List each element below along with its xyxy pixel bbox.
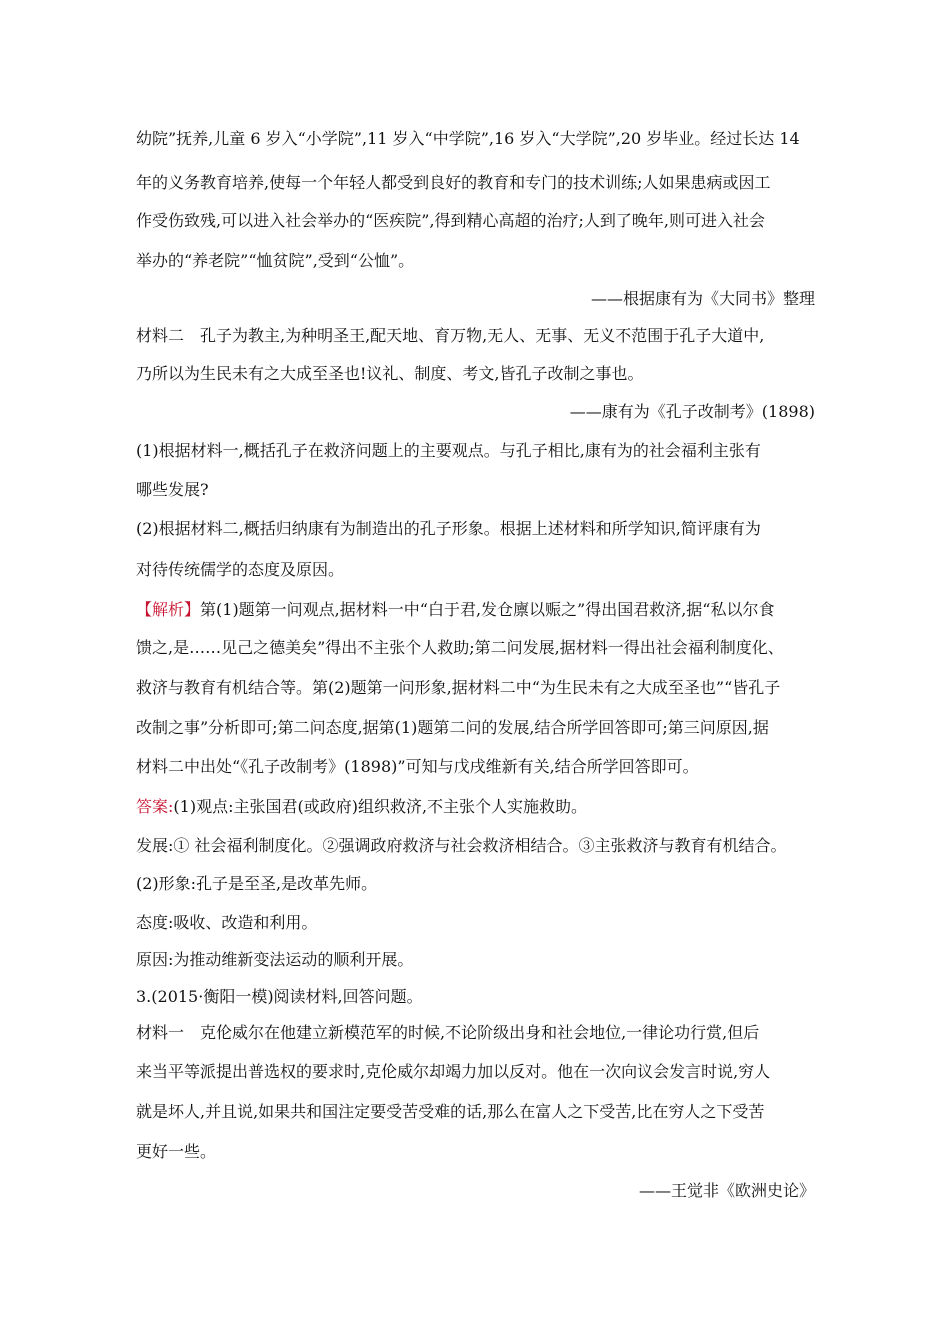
question-2-line: 对待传统儒学的态度及原因。 (136, 560, 345, 579)
question-1-line: 哪些发展? (136, 480, 209, 499)
answer-line: (2)形象:孔子是至圣,是改革先师。 (136, 874, 378, 893)
source-citation-2: ——康有为《孔子改制考》(1898) (569, 402, 815, 421)
answer-line: 态度:吸收、改造和利用。 (136, 913, 318, 932)
q3-material1-line: 来当平等派提出普选权的要求时,克伦威尔却竭力加以反对。他在一次向议会发言时说,穷人 (136, 1062, 771, 1081)
material1-line: 作受伤致残,可以进入社会举办的“医疾院”,得到精心高超的治疗;人到了晚年,则可进入社会 (136, 211, 766, 230)
source-citation-1: ——根据康有为《大同书》整理 (590, 289, 815, 308)
analysis-label: 【解析】 (136, 600, 201, 619)
answer-line: 原因:为推动维新变法运动的顺利开展。 (136, 950, 414, 969)
analysis-line: 馈之,是……见己之德美矣”得出不主张个人救助;第二问发展,据材料一得出社会福利制度化、 (136, 638, 784, 657)
analysis-first-line (136, 600, 816, 620)
material2-line: 乃所以为生民未有之大成至圣也!议礼、制度、考文,皆孔子改制之事也。 (136, 364, 644, 383)
material2-line: 材料二 孔子为教主,为种明圣王,配天地、育万物,无人、无事、无义不范围于孔子大道中, (136, 326, 765, 345)
analysis-line: 改制之事”分析即可;第二问态度,据第(1)题第二问的发展,结合所学回答即可;第三问原因,据 (136, 718, 769, 737)
answer-line: 发展:① 社会福利制度化。②强调政府救济与社会救济相结合。③主张救济与教育有机结合。 (136, 836, 787, 855)
analysis-text: 第(1)题第一问观点,据材料一中“白于君,发仓廪以赈之”得出国君救济,据“私以尔食 (200, 600, 775, 619)
analysis-line: 救济与教育有机结合等。第(2)题第一问形象,据材料二中“为生民未有之大成至圣也”“皆孔子 (136, 678, 781, 697)
question-2-line: (2)根据材料二,概括归纳康有为制造出的孔子形象。根据上述材料和所学知识,简评康有为 (136, 519, 761, 538)
question-1-line: (1)根据材料一,概括孔子在救济问题上的主要观点。与孔子相比,康有为的社会福利主张有 (136, 441, 761, 460)
answer-first-line (136, 797, 816, 817)
question-3-title: 3.(2015·衡阳一模)阅读材料,回答问题。 (136, 987, 423, 1006)
material1-line: 幼院”抚养,儿童 6 岁入“小学院”,11 岁入“中学院”,16 岁入“大学院”,20 岁毕业。经过长达 14 (136, 129, 800, 148)
q3-material1-line: 就是坏人,并且说,如果共和国注定要受苦受难的话,那么在富人之下受苦,比在穷人之下受苦 (136, 1102, 765, 1121)
source-citation-3: ——王觉非《欧洲史论》 (638, 1181, 815, 1200)
material1-line: 年的义务教育培养,使每一个年轻人都受到良好的教育和专门的技术训练;人如果患病或因工 (136, 173, 771, 192)
material1-line: 举办的“养老院”“恤贫院”,受到“公恤”。 (136, 251, 415, 270)
analysis-line: 材料二中出处“《孔子改制考》(1898)”可知与戊戌维新有关,结合所学回答即可。 (136, 757, 699, 776)
q3-material1-line: 材料一 克伦威尔在他建立新模范军的时候,不论阶级出身和社会地位,一律论功行赏,但后 (136, 1023, 760, 1042)
answer-text: (1)观点:主张国君(或政府)组织救济,不主张个人实施救助。 (173, 797, 588, 816)
answer-label: 答案: (136, 797, 174, 816)
q3-material1-line: 更好一些。 (136, 1142, 217, 1161)
